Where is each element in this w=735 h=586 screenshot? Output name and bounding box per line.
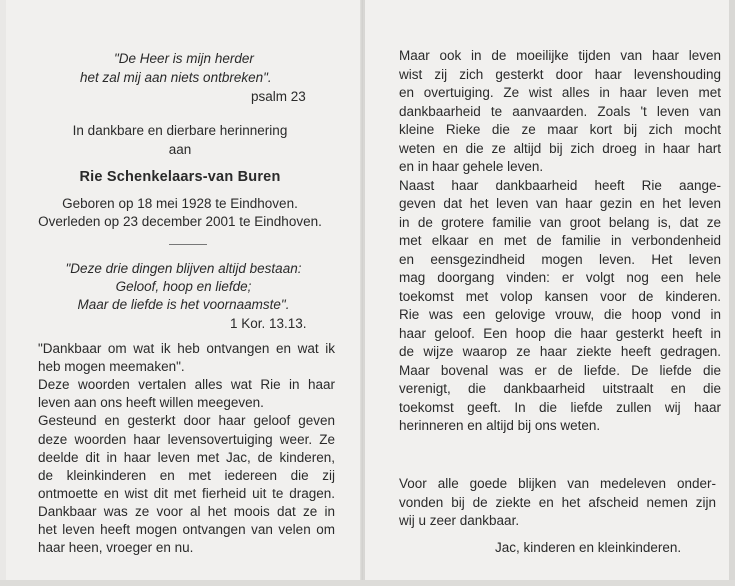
deceased-name: Rie Schenkelaars-van Buren xyxy=(79,169,281,185)
left-body-line: heb mogen meemaken". xyxy=(38,359,185,375)
right-body-line: toekomst geeft. In die liefde zullen wij haar xyxy=(399,399,721,415)
quote1-line-2: het zal mij aan niets ontbreken". xyxy=(80,70,272,85)
right-body-line: mag doorgang vinden: er volgt nog een hele xyxy=(399,270,721,285)
signature: Jac, kinderen en kleinkinderen. xyxy=(495,540,682,555)
divider xyxy=(169,244,207,245)
right-body-line: wist zij zich gesterkt door haar levenshouding xyxy=(399,66,721,82)
card-edge-bottom xyxy=(0,580,735,586)
right-body-line: en overtuiging. Ze wist alles in haar leven met xyxy=(399,85,721,100)
right-body-line: Rie was een gelovige vrouw, die hoop vond in xyxy=(399,307,721,322)
right-body-line: Maar bovenal was er de liefde. De liefde die xyxy=(399,362,721,378)
right-body-line: en eensgezindheid mogen leven. Het leven xyxy=(399,251,721,267)
quote2-line-3: Maar de liefde is het voornaamste". xyxy=(77,297,290,312)
right-thanks-line: Voor alle goede blijken van medeleven onder- xyxy=(399,476,716,491)
left-body-line: ontmoette en wist dit met fierheid uit te dragen. xyxy=(38,485,335,501)
left-body-line: deelde dit in haar leven met Jac, de kinderen, xyxy=(38,449,335,465)
right-body-line: de wijze waarop ze haar ziekte heeft gedragen. xyxy=(399,344,721,359)
left-body-line: het leven heeft mogen ontvangen van velen om xyxy=(38,522,335,537)
left-body-line: de kleinkinderen en met iedereen die zij xyxy=(38,467,335,483)
right-body-line: verenigt, die dankbaarheid uitstraalt en die xyxy=(399,381,721,396)
left-body-line: Gesteund en gesterkt door haar geloof geven xyxy=(38,413,335,429)
quote1-line-1: "De Heer is mijn herder xyxy=(114,51,254,66)
left-page xyxy=(6,0,361,586)
birth-line: Geboren op 18 mei 1928 te Eindhoven. xyxy=(62,196,298,211)
quote2-line-2: Geloof, hoop en liefde; xyxy=(115,279,252,294)
right-body-line: kleine Rieke die ze maar kort bij zich mocht xyxy=(399,122,721,137)
right-thanks-line: wij u zeer dankbaar. xyxy=(399,513,520,528)
left-body-line: "Dankbaar om wat ik heb ontvangen en wat ik xyxy=(38,341,335,356)
left-body-line: haar heen, vroeger en nu. xyxy=(38,540,194,556)
right-body-line: Naast haar dankbaarheid heeft Rie aange- xyxy=(399,177,721,193)
left-body-line: leven aan ons heeft willen meegeven. xyxy=(38,395,264,411)
right-body-line: in de grotere familie van groot belang is, dat ze xyxy=(399,214,721,230)
death-line: Overleden op 23 december 2001 te Eindhoven. xyxy=(38,214,322,229)
right-body-line: herinneren en altijd bij ons weten. xyxy=(399,418,601,433)
right-thanks-line: vonden bij de ziekte en het afscheid nemen zijn xyxy=(399,494,716,510)
right-body-line: met elkaar en met de familie in verbondenheid xyxy=(399,233,721,248)
right-body-line: weten en die ze altijd bij zich droeg in haar hart xyxy=(399,140,721,156)
right-page xyxy=(364,0,729,586)
memory-line-2: aan xyxy=(168,142,192,157)
quote2-source: 1 Kor. 13.13. xyxy=(230,316,307,331)
quote2-line-1: "Deze drie dingen blijven altijd bestaan: xyxy=(65,261,302,276)
right-body-line: en in haar gehele leven. xyxy=(399,159,544,174)
right-body-line: toekomst met volop kansen voor de kinderen. xyxy=(399,288,721,304)
left-body-line: Dankbaar was ze voor al het moois dat ze in xyxy=(38,503,335,519)
right-body-line: haar geloof. Een hoop die haar gesterkt heeft in xyxy=(399,325,721,341)
card-edge-right xyxy=(729,0,735,586)
quote1-source: psalm 23 xyxy=(251,89,306,104)
right-body-line: Maar ook in de moeilijke tijden van haar leven xyxy=(399,48,721,63)
right-body-line: geven dat het leven van haar gezin en het leven xyxy=(399,196,721,211)
left-body-line: Deze woorden vertalen alles wat Rie in haar xyxy=(38,377,335,393)
memory-line-1: In dankbare en dierbare herinnering xyxy=(72,123,288,138)
right-body-line: dankbaarheid te aanvaarden. Zoals 't leven van xyxy=(399,103,721,119)
left-body-line: deze woorden haar levensovertuiging weer. Ze xyxy=(38,431,335,447)
